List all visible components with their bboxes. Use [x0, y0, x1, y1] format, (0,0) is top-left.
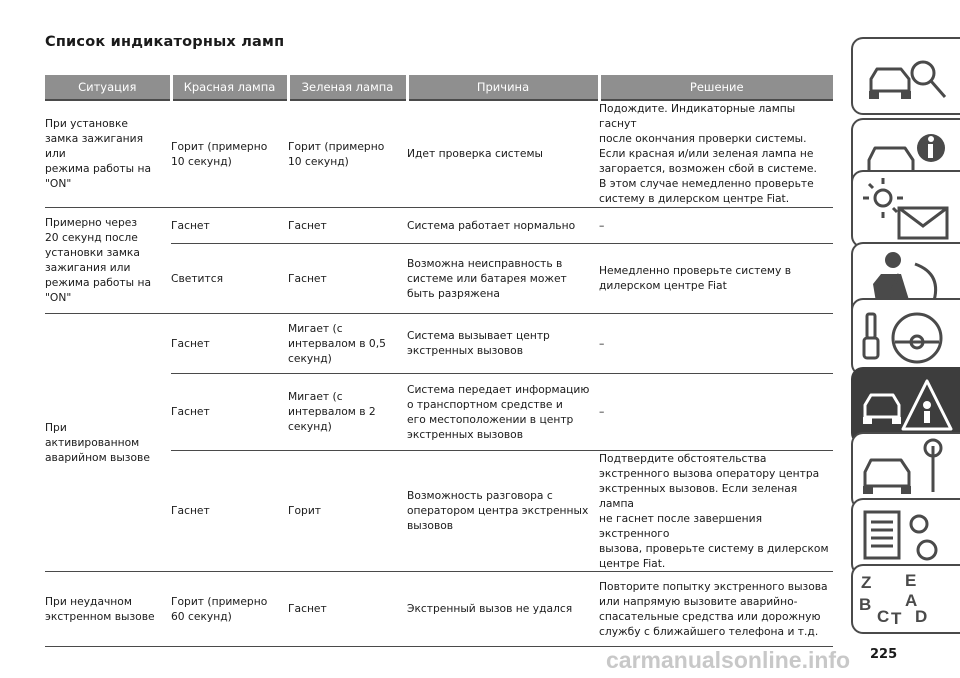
cell-situation: Примерно через 20 секунд после установки замка зажигания или режима работы на "ON" — [45, 207, 171, 313]
table-header-row — [45, 75, 833, 100]
table-row — [45, 571, 833, 646]
cell-cause: Экстренный вызов не удался — [407, 571, 599, 646]
header-cause: Причина — [407, 75, 599, 100]
table-row — [45, 313, 833, 373]
page-title: Список индикаторных ламп — [45, 34, 285, 50]
cell-situation: При активированном аварийном вызове — [45, 313, 171, 571]
cell-cause: Система работает нормально — [407, 207, 599, 243]
cell-red-lamp: Гаснет — [171, 373, 288, 450]
cell-green-lamp: Горит (примерно 10 секунд) — [288, 100, 407, 207]
cell-cause: Возможность разговора с оператором центра экстренных вызовов — [407, 450, 599, 571]
cell-solution: – — [599, 207, 833, 243]
cell-red-lamp: Горит (примерно 60 секунд) — [171, 571, 288, 646]
header-red-lamp: Красная лампа — [171, 75, 288, 100]
cell-green-lamp: Мигает (с интервалом в 0,5 секунд) — [288, 313, 407, 373]
indicator-lamp-table — [45, 75, 833, 647]
cell-green-lamp: Гаснет — [288, 571, 407, 646]
cell-situation: При неудачном экстренном вызове — [45, 571, 171, 646]
index-letter: B — [859, 595, 872, 614]
index-letter: E — [905, 571, 917, 590]
index-letter: D — [915, 607, 928, 626]
cell-red-lamp: Светится — [171, 243, 288, 313]
cell-red-lamp: Гаснет — [171, 450, 288, 571]
alphabetical-index-icon — [853, 566, 960, 636]
index-letter: C — [877, 607, 890, 626]
cell-green-lamp: Мигает (с интервалом в 2 секунд) — [288, 373, 407, 450]
warning-lights-icon — [853, 172, 960, 250]
header-situation: Ситуация — [45, 75, 171, 100]
cell-red-lamp: Горит (примерно 10 секунд) — [171, 100, 288, 207]
cell-solution: – — [599, 373, 833, 450]
chapter-tab-warning-lights[interactable] — [851, 170, 960, 248]
cell-green-lamp: Горит — [288, 450, 407, 571]
chapter-tab-dashboard[interactable] — [851, 37, 960, 115]
chapter-tab-starting-driving[interactable] — [851, 298, 960, 376]
table-row — [45, 207, 833, 243]
cell-solution: Подтвердите обстоятельства экстренного вызова оператору центра экстренных вызовов. Если зеленая лампа не гаснет после завершения экстренного вызова, проверьте систему в дилерском центре Fiat. — [599, 450, 833, 571]
cell-situation: При установке замка зажигания или режима работы на "ON" — [45, 100, 171, 207]
car-search-icon — [853, 39, 960, 117]
cell-solution: Повторите попытку экстренного вызова или напрямую вызовите аварийно- спасательные средства или дорожную службу с ближайшего телефона и т.д. — [599, 571, 833, 646]
index-letter: T — [891, 609, 902, 628]
cell-green-lamp: Гаснет — [288, 207, 407, 243]
index-letter: Z — [861, 573, 872, 592]
cell-cause: Возможна неисправность в системе или батарея может быть разряжена — [407, 243, 599, 313]
cell-solution: – — [599, 313, 833, 373]
cell-red-lamp: Гаснет — [171, 313, 288, 373]
index-letter: A — [905, 591, 918, 610]
cell-cause: Идет проверка системы — [407, 100, 599, 207]
cell-cause: Система вызывает центр экстренных вызовов — [407, 313, 599, 373]
cell-solution: Немедленно проверьте систему в дилерском центре Fiat — [599, 243, 833, 313]
header-green-lamp: Зеленая лампа — [288, 75, 407, 100]
cell-solution: Подождите. Индикаторные лампы гаснут после окончания проверки системы. Если красная и/или зеленая лампа не загорается, возможен сбой в системе. В этом случае немедленно проверьте систему в дилерском центре Fiat. — [599, 100, 833, 207]
table-row — [45, 100, 833, 207]
watermark: carmanualsonline.info — [606, 647, 851, 673]
header-solution: Решение — [599, 75, 833, 100]
cell-red-lamp: Гаснет — [171, 207, 288, 243]
cell-cause: Система передает информацию о транспортном средстве и его местоположении в центр экстренных вызовов — [407, 373, 599, 450]
chapter-tab-index[interactable] — [851, 564, 960, 634]
page-number: 225 — [870, 647, 898, 662]
cell-green-lamp: Гаснет — [288, 243, 407, 313]
